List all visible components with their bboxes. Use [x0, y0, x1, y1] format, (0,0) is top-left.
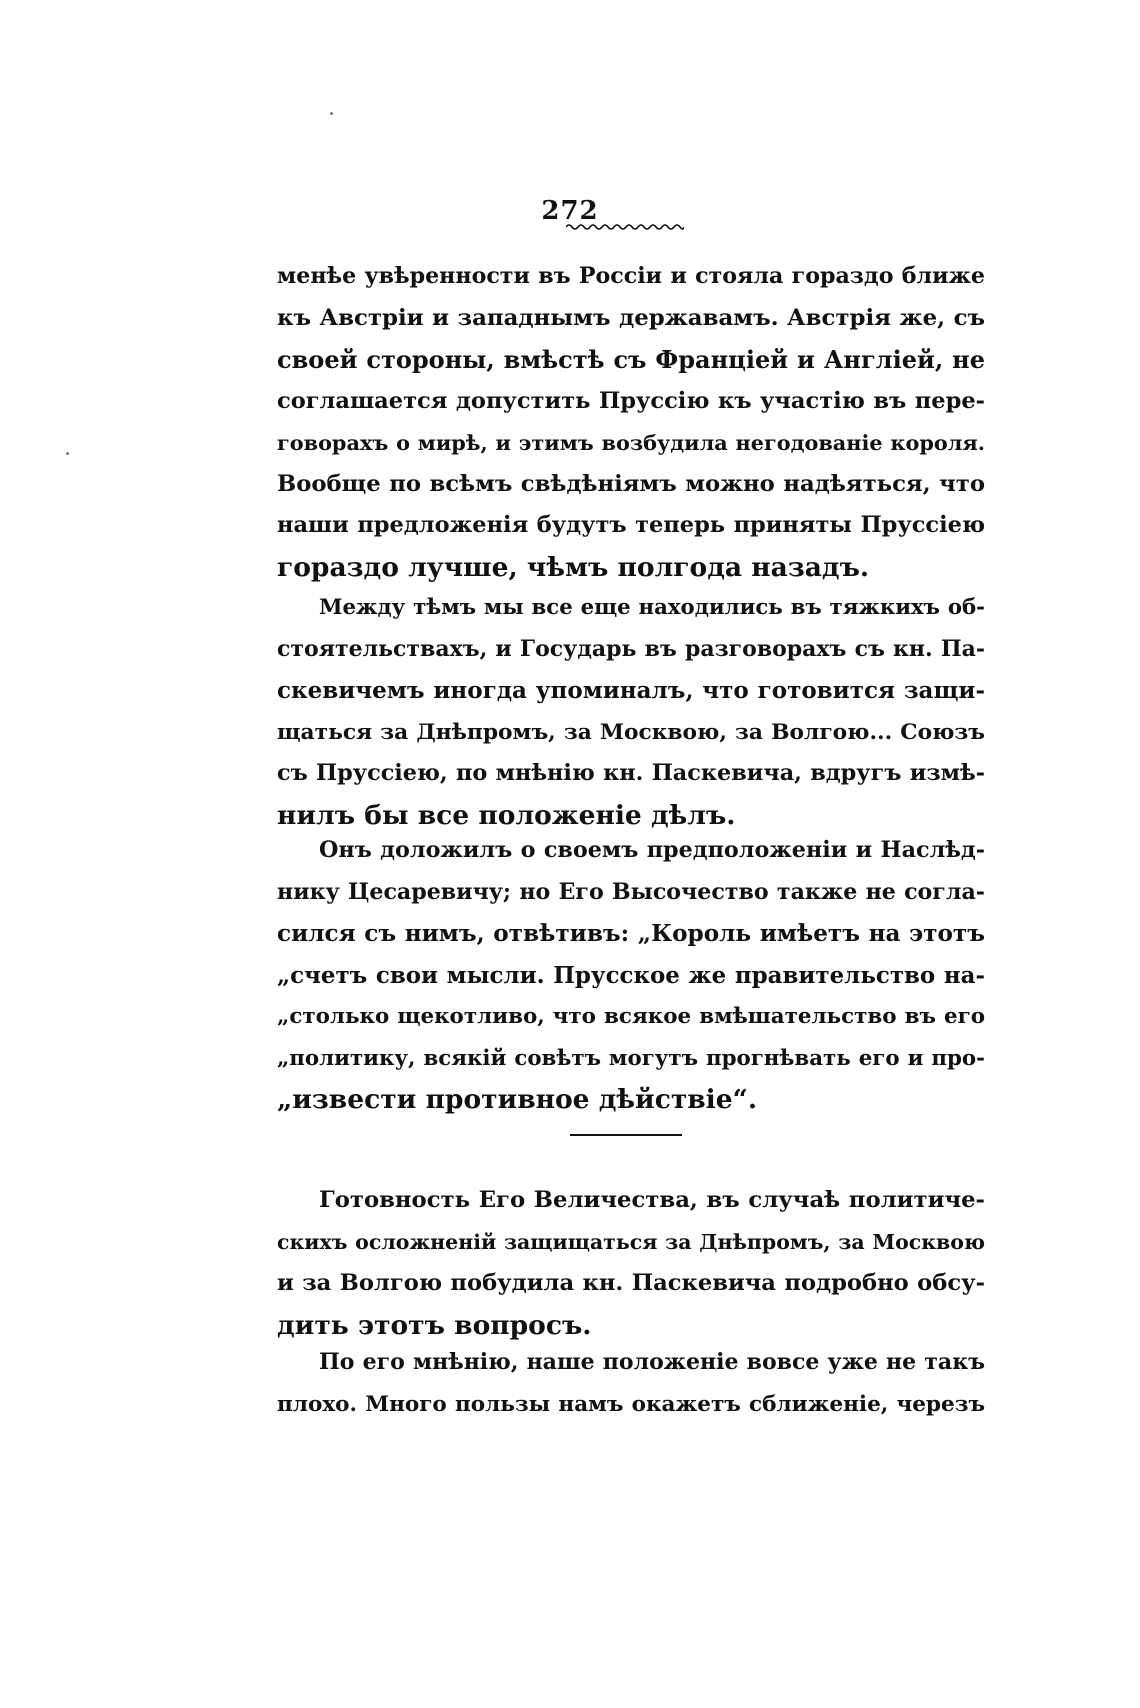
text-line: наши предложенія будутъ теперь приняты Пруссіею	[277, 512, 985, 538]
text-line: къ Австріи и западнымъ державамъ. Австрія же, съ	[277, 304, 985, 331]
text-line: „столько щекотливо, что всякое вмѣшательство въ его	[277, 1004, 985, 1029]
text-line: скевичемъ иногда упоминалъ, что готовится защи-	[277, 677, 985, 704]
section-divider	[570, 1134, 682, 1136]
text-line: своей стороны, вмѣстѣ съ Франціей и Англіей, не	[277, 345, 985, 374]
text-line: нику Цесаревичу; но Его Высочество также не согла-	[277, 878, 985, 905]
text-line: Готовность Его Величества, въ случаѣ политиче-	[319, 1187, 985, 1213]
text-line: соглашается допустить Пруссію къ участію въ пере-	[277, 387, 985, 414]
text-line: щаться за Днѣпромъ, за Москвою, за Волгою... Союзъ	[277, 719, 985, 745]
text-line: Онъ доложилъ о своемъ предположеніи и Наслѣд-	[319, 837, 985, 863]
text-line: менѣе увѣренности въ Россіи и стояла гораздо ближе	[277, 263, 985, 289]
paragraph-4	[277, 1180, 985, 1346]
text-line: „политику, всякій совѣтъ могутъ прогнѣвать его и про-	[277, 1045, 985, 1071]
page-number-ornament	[566, 222, 684, 232]
text-line: нилъ бы все положеніе дѣлъ.	[277, 799, 736, 831]
text-line: стоятельствахъ, и Государь въ разговорахъ съ кн. Па-	[277, 635, 985, 662]
text-line: плохо. Много пользы намъ окажетъ сближеніе, черезъ	[277, 1391, 985, 1417]
text-line: гораздо лучше, чѣмъ полгода назадъ.	[277, 551, 870, 583]
paragraph-5	[277, 1342, 985, 1425]
text-line: По его мнѣнію, наше положеніе вовсе уже не такъ	[319, 1349, 985, 1375]
text-line: дить этотъ вопросъ.	[277, 1309, 592, 1341]
text-line: скихъ осложненій защищаться за Днѣпромъ, за Москвою	[277, 1229, 985, 1254]
text-line: „счетъ свои мысли. Прусское же правительство на-	[277, 961, 985, 989]
paragraph-3	[277, 830, 985, 1121]
paper-speck	[66, 452, 69, 455]
text-line: сился съ нимъ, отвѣтивъ: „Король имѣетъ на этотъ	[277, 920, 985, 947]
text-line: „извести противное дѣйствіе“.	[277, 1084, 758, 1115]
text-line: и за Волгою побудила кн. Паскевича подробно обсу-	[277, 1270, 985, 1296]
text-line: Между тѣмъ мы все еще находились въ тяжкихъ об-	[319, 595, 985, 620]
text-line: говорахъ о мирѣ, и этимъ возбудила негодованіе короля.	[277, 430, 985, 455]
page-number: 272	[541, 196, 599, 226]
paper-speck	[330, 112, 333, 115]
paragraph-1	[277, 256, 985, 588]
paragraph-2	[277, 587, 985, 836]
text-line: съ Пруссіею, по мнѣнію кн. Паскевича, вдругъ измѣ-	[277, 760, 985, 786]
text-line: Вообще по всѣмъ свѣдѣніямъ можно надѣяться, что	[277, 470, 985, 497]
